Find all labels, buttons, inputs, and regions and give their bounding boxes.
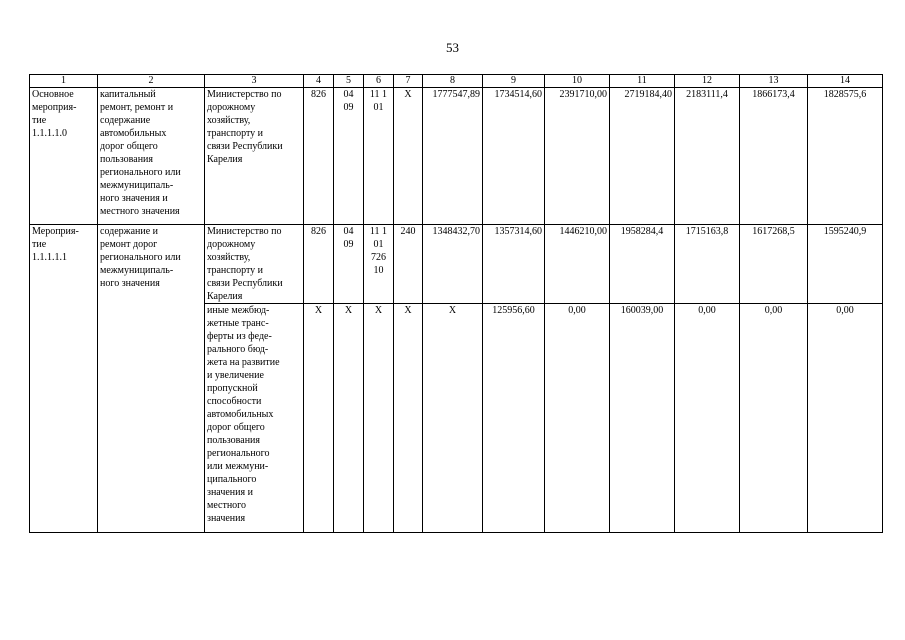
event-name-cell: содержание и ремонт дорог регионального или межмуниципаль- ного значения [98,225,205,533]
amount-cell: 2183111,4 [675,88,740,225]
amount-cell: 0,00 [675,304,740,533]
csr-cell: Х [364,304,394,533]
header-cell: 12 [675,75,740,88]
header-cell: 9 [483,75,545,88]
amount-cell: 160039,00 [610,304,675,533]
event-code-cell: Мероприя- тие 1.1.1.1.1 [30,225,98,533]
amount-cell: 1828575,6 [808,88,883,225]
responsible-cell: Министерство по дорожному хозяйству, транспорту и связи Республики Карелия [205,88,304,225]
header-cell: 4 [304,75,334,88]
header-row [30,75,883,88]
event-code-cell: Основное мероприя- тие 1.1.1.1.0 [30,88,98,225]
header-cell: 5 [334,75,364,88]
amount-cell: 1595240,9 [808,225,883,304]
header-cell: 14 [808,75,883,88]
budget-table [29,74,883,533]
header-cell: 8 [423,75,483,88]
amount-cell: 1734514,60 [483,88,545,225]
amount-cell: 1958284,4 [610,225,675,304]
csr-cell: 11 1 01 [364,88,394,225]
vr-cell: Х [394,88,423,225]
amount-cell: 0,00 [808,304,883,533]
header-cell: 13 [740,75,808,88]
header-cell: 3 [205,75,304,88]
vr-cell: Х [394,304,423,533]
vr-cell: 240 [394,225,423,304]
header-cell: 11 [610,75,675,88]
amount-cell: 2719184,40 [610,88,675,225]
csr-cell: 11 1 01 726 10 [364,225,394,304]
table-row-event [30,225,883,304]
amount-cell: 1777547,89 [423,88,483,225]
responsible-cell: Министерство по дорожному хозяйству, транспорту и связи Республики Карелия [205,225,304,304]
amount-cell: 1348432,70 [423,225,483,304]
amount-cell: 0,00 [545,304,610,533]
table-row-main-event [30,88,883,225]
amount-cell: 1715163,8 [675,225,740,304]
grbs-cell: 826 [304,88,334,225]
header-cell: 2 [98,75,205,88]
amount-cell: Х [423,304,483,533]
header-cell: 10 [545,75,610,88]
grbs-cell: 826 [304,225,334,304]
funding-source-cell: иные межбюд- жетные транс- ферты из феде- рального бюд- жета на развитие и увеличение пропускной способности автомобильных дорог общего пользования регионального или межмуни- ципального значения и местного значения [205,304,304,533]
rzpr-cell: 04 09 [334,225,364,304]
header-cell: 6 [364,75,394,88]
event-name-cell: капитальный ремонт, ремонт и содержание автомобильных дорог общего пользования регионального или межмуниципаль- ного значения и местного значения [98,88,205,225]
rzpr-cell: Х [334,304,364,533]
amount-cell: 1866173,4 [740,88,808,225]
amount-cell: 1617268,5 [740,225,808,304]
grbs-cell: Х [304,304,334,533]
amount-cell: 1357314,60 [483,225,545,304]
header-cell: 7 [394,75,423,88]
header-cell: 1 [30,75,98,88]
rzpr-cell: 04 09 [334,88,364,225]
amount-cell: 1446210,00 [545,225,610,304]
amount-cell: 2391710,00 [545,88,610,225]
page-number: 53 [446,40,459,55]
amount-cell: 125956,60 [483,304,545,533]
amount-cell: 0,00 [740,304,808,533]
